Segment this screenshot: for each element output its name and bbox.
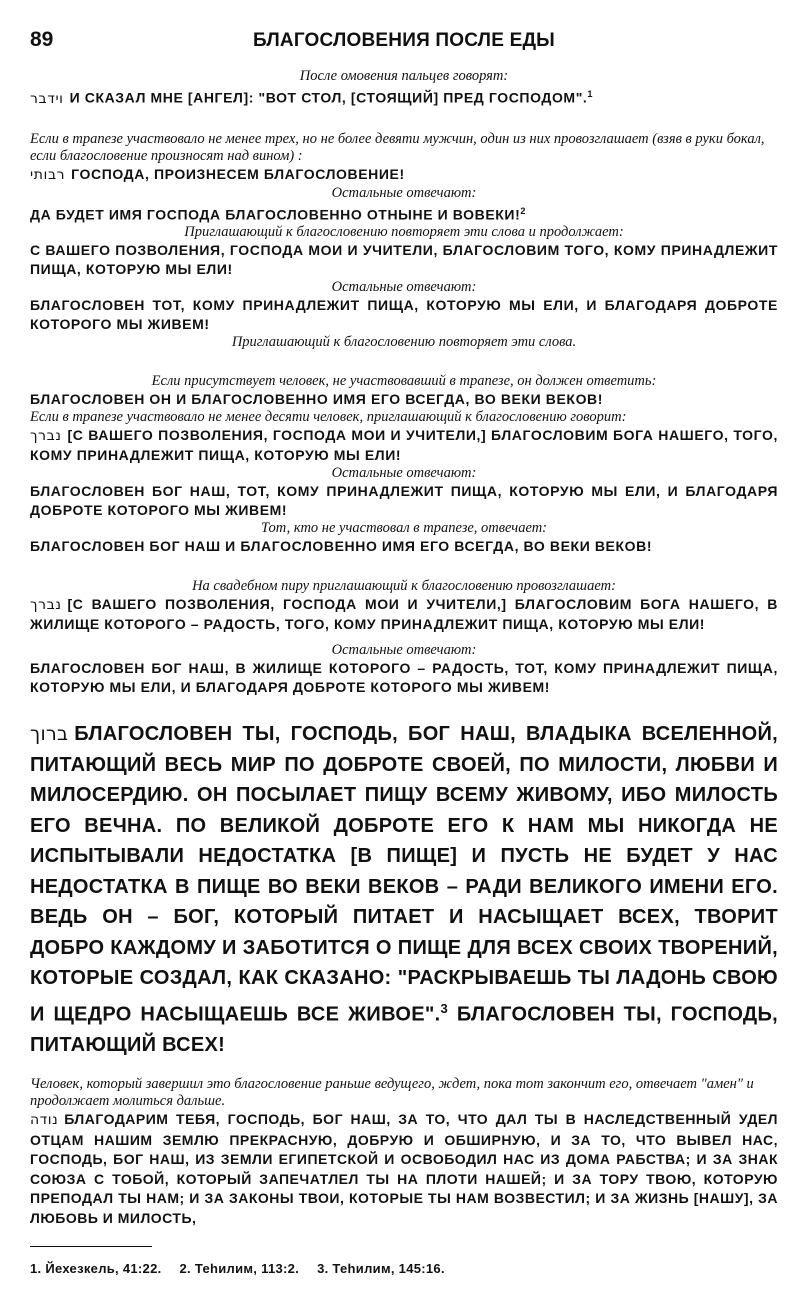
footnotes [30,1261,778,1276]
page-header [30,28,778,68]
prayer-page [30,28,778,1276]
hebrew-word: רבותי [30,166,66,183]
hebrew-word: נברך [30,597,62,614]
instruction: Остальные отвечают: [331,642,477,659]
footnote-divider [30,1246,152,1247]
footnote: 3. Теһилим, 145:16. [317,1261,445,1277]
blessing-paragraph: נודה БЛАГОДАРИМ ТЕБЯ, ГОСПОДЬ, БОГ НАШ, ЗА ТО, ЧТО ДАЛ ТЫ В НАСЛЕДСТВЕННЫЙ УДЕЛ ОТЦАМ НАШИМ ЗЕМЛЮ ПРЕКРАСНУЮ, ДОБРУЮ И ОБШИРНУЮ, И ЗА ТО, ЧТО ВЫВЕЛ НАС, ГОСПОДЬ, БОГ НАШ, ИЗ ЗЕМЛИ ЕГИПЕТСКОЙ И ОСВОБОДИЛ НАС ИЗ ДОМА РАБСТВА; И ЗА ЗНАК СОЮЗА С ТОБОЙ, КОТОРЫЙ ЗАПЕЧАТЛЕЛ ТЫ НА ПЛОТИ НАШЕЙ; И ЗА ТОРУ ТВОЮ, КОТОРУЮ ПРЕПОДАЛ ТЫ НАМ; И ЗА ЗАКОНЫ ТВОИ, КОТОРЫЕ ТЫ НАМ ВОЗВЕСТИЛ; И ЗА ЖИЗНЬ [НАШУ], ЗА ЛЮБОВЬ И МИЛОСТЬ, [30,1111,778,1226]
hebrew-word: ברוך [30,723,69,746]
hebrew-word: נודה [30,1112,59,1129]
prayer-line: נברך [С ВАШЕГО ПОЗВОЛЕНИЯ, ГОСПОДА МОИ И УЧИТЕЛИ,] БЛАГОСЛОВИМ БОГА НАШЕГО, ТОГО, КОМУ ПРИНАДЛЕЖИТ ПИЩА, КОТОРУЮ МЫ ЕЛИ! [30,427,778,464]
prayer-line: נברך [С ВАШЕГО ПОЗВОЛЕНИЯ, ГОСПОДА МОИ И УЧИТЕЛИ,] БЛАГОСЛОВИМ БОГА НАШЕГО, В ЖИЛИЩЕ КОТОРОГО – РАДОСТЬ, ТОГО, КОМУ ПРИНАДЛЕЖИТ ПИЩА, КОТОРУЮ МЫ ЕЛИ! [30,596,778,633]
prayer-line: רבותי ГОСПОДА, ПРОИЗНЕСЕМ БЛАГОСЛОВЕНИЕ! [30,165,405,183]
response-line: ДА БУДЕТ ИМЯ ГОСПОДА БЛАГОСЛОВЕННО ОТНЫНЕ И ВОВЕКИ!$^2$ [30,205,527,223]
hebrew-word: נברך [30,428,62,445]
instruction: Если в трапезе участвовало не менее десяти человек, приглашающий к благословению говорит: [30,409,627,426]
instruction: Если в трапезе участвовало не менее трех, но не более девяти мужчин, один из них провозглашает (взяв в руки бокал, если благословение произносят над вином) : [30,130,765,164]
instruction: Приглашающий к благословению повторяет эти слова и продолжает: [184,224,624,241]
instruction: Человек, который завершил это благословение раньше ведущего, ждет, пока тот закончит его, отвечает "амен" и продолжает молиться дальше. [30,1076,754,1110]
instruction: Остальные отвечают: [331,184,477,201]
hebrew-word: וידבר [30,90,64,107]
page-title: БЛАГОСЛОВЕНИЯ ПОСЛЕ ЕДЫ [253,30,555,51]
response-line: БЛАГОСЛОВЕН БОГ НАШ И БЛАГОСЛОВЕННО ИМЯ ЕГО ВСЕГДА, ВО ВЕКИ ВЕКОВ! [30,538,653,555]
footnote: 2. Теһилим, 113:2. [179,1261,300,1277]
page-number: 89 [30,28,54,51]
instruction: Если присутствует человек, не участвовавший в трапезе, он должен ответить: [151,373,657,390]
response-line: БЛАГОСЛОВЕН БОГ НАШ, В ЖИЛИЩЕ КОТОРОГО – РАДОСТЬ, ТОТ, КОМУ ПРИНАДЛЕЖИТ ПИЩА, КОТОРУЮ МЫ ЕЛИ, И БЛАГОДАРЯ ДОБРОТЕ КОТОРОГО МЫ ЖИВЕМ! [30,660,778,696]
instruction: Остальные отвечают: [331,279,477,296]
instruction: Тот, кто не участвовал в трапезе, отвечает: [260,520,548,537]
footnote-ref: 3 [440,1000,449,1016]
instruction: Приглашающий к благословению повторяет эти слова. [231,334,577,351]
response-line: БЛАГОСЛОВЕН ТОТ, КОМУ ПРИНАДЛЕЖИТ ПИЩА, КОТОРУЮ МЫ ЕЛИ, И БЛАГОДАРЯ ДОБРОТЕ КОТОРОГО МЫ ЖИВЕМ! [30,297,778,333]
prayer-line: С ВАШЕГО ПОЗВОЛЕНИЯ, ГОСПОДА МОИ И УЧИТЕЛИ, БЛАГОСЛОВИМ ТОГО, КОМУ ПРИНАДЛЕЖИТ ПИЩА, КОТОРУЮ МЫ ЕЛИ! [30,242,778,278]
response-line: БЛАГОСЛОВЕН ОН И БЛАГОСЛОВЕННО ИМЯ ЕГО ВСЕГДА, ВО ВЕКИ ВЕКОВ! [30,391,604,408]
footnote-ref: 2 [520,205,527,216]
footnote-ref: 1 [587,89,594,99]
blessing-paragraph: ברוך БЛАГОСЛОВЕН ТЫ, ГОСПОДЬ, БОГ НАШ, ВЛАДЫКА ВСЕЛЕННОЙ, ПИТАЮЩИЙ ВЕСЬ МИР ПО ДОБРОТЕ СВОЕЙ, ПО МИЛОСТИ, ЛЮБВИ И МИЛОСЕРДИЮ. ОН ПОСЫЛАЕТ ПИЩУ ВСЕМУ ЖИВОМУ, ИБО МИЛОСТЬ ЕГО ВЕЧНА. ПО ВЕЛИКОЙ ДОБРОТЕ ЕГО К НАМ МЫ НИКОГДА НЕ ИСПЫТЫВАЛИ НЕДОСТАТКА [В ПИЩЕ] И ПУСТЬ НЕ БУДЕТ У НАС НЕДОСТАТКА В ПИЩЕ ВО ВЕКИ ВЕКОВ – РАДИ ВЕЛИКОГО ИМЕНИ ЕГО. ВЕДЬ ОН – БОГ, КОТОРЫЙ ПИТАЕТ И НАСЫЩАЕТ ВСЕХ, ТВОРИТ ДОБРО КАЖДОМУ И ЗАБОТИТСЯ О ПИЩЕ ДЛЯ ВСЕХ СВОИХ ТВОРЕНИЙ, КОТОРЫЕ СОЗДАЛ, КАК СКАЗАНО: "РАСКРЫВАЕШЬ ТЫ ЛАДОНЬ СВОЮ И ЩЕДРО НАСЫЩАЕШЬ ВСЕ ЖИВОЕ".$^3$ БЛАГОСЛОВЕН ТЫ, ГОСПОДЬ, ПИТАЮЩИЙ ВСЕХ! [30,723,779,1056]
prayer-line: וידבר И СКАЗАЛ МНЕ [АНГЕЛ]: "ВОТ СТОЛ, [СТОЯЩИЙ] ПРЕД ГОСПОДОМ".$^1$ [30,89,594,107]
instruction: Остальные отвечают: [331,465,477,482]
footnote: 1. Йехезкель, 41:22. [30,1261,162,1277]
response-line: БЛАГОСЛОВЕН БОГ НАШ, ТОТ, КОМУ ПРИНАДЛЕЖИТ ПИЩА, КОТОРУЮ МЫ ЕЛИ, И БЛАГОДАРЯ ДОБРОТЕ КОТОРОГО МЫ ЖИВЕМ! [30,483,778,519]
instruction: После омовения пальцев говорят: [299,68,509,84]
instruction: На свадебном пиру приглашающий к благословению провозглашает: [192,578,616,595]
